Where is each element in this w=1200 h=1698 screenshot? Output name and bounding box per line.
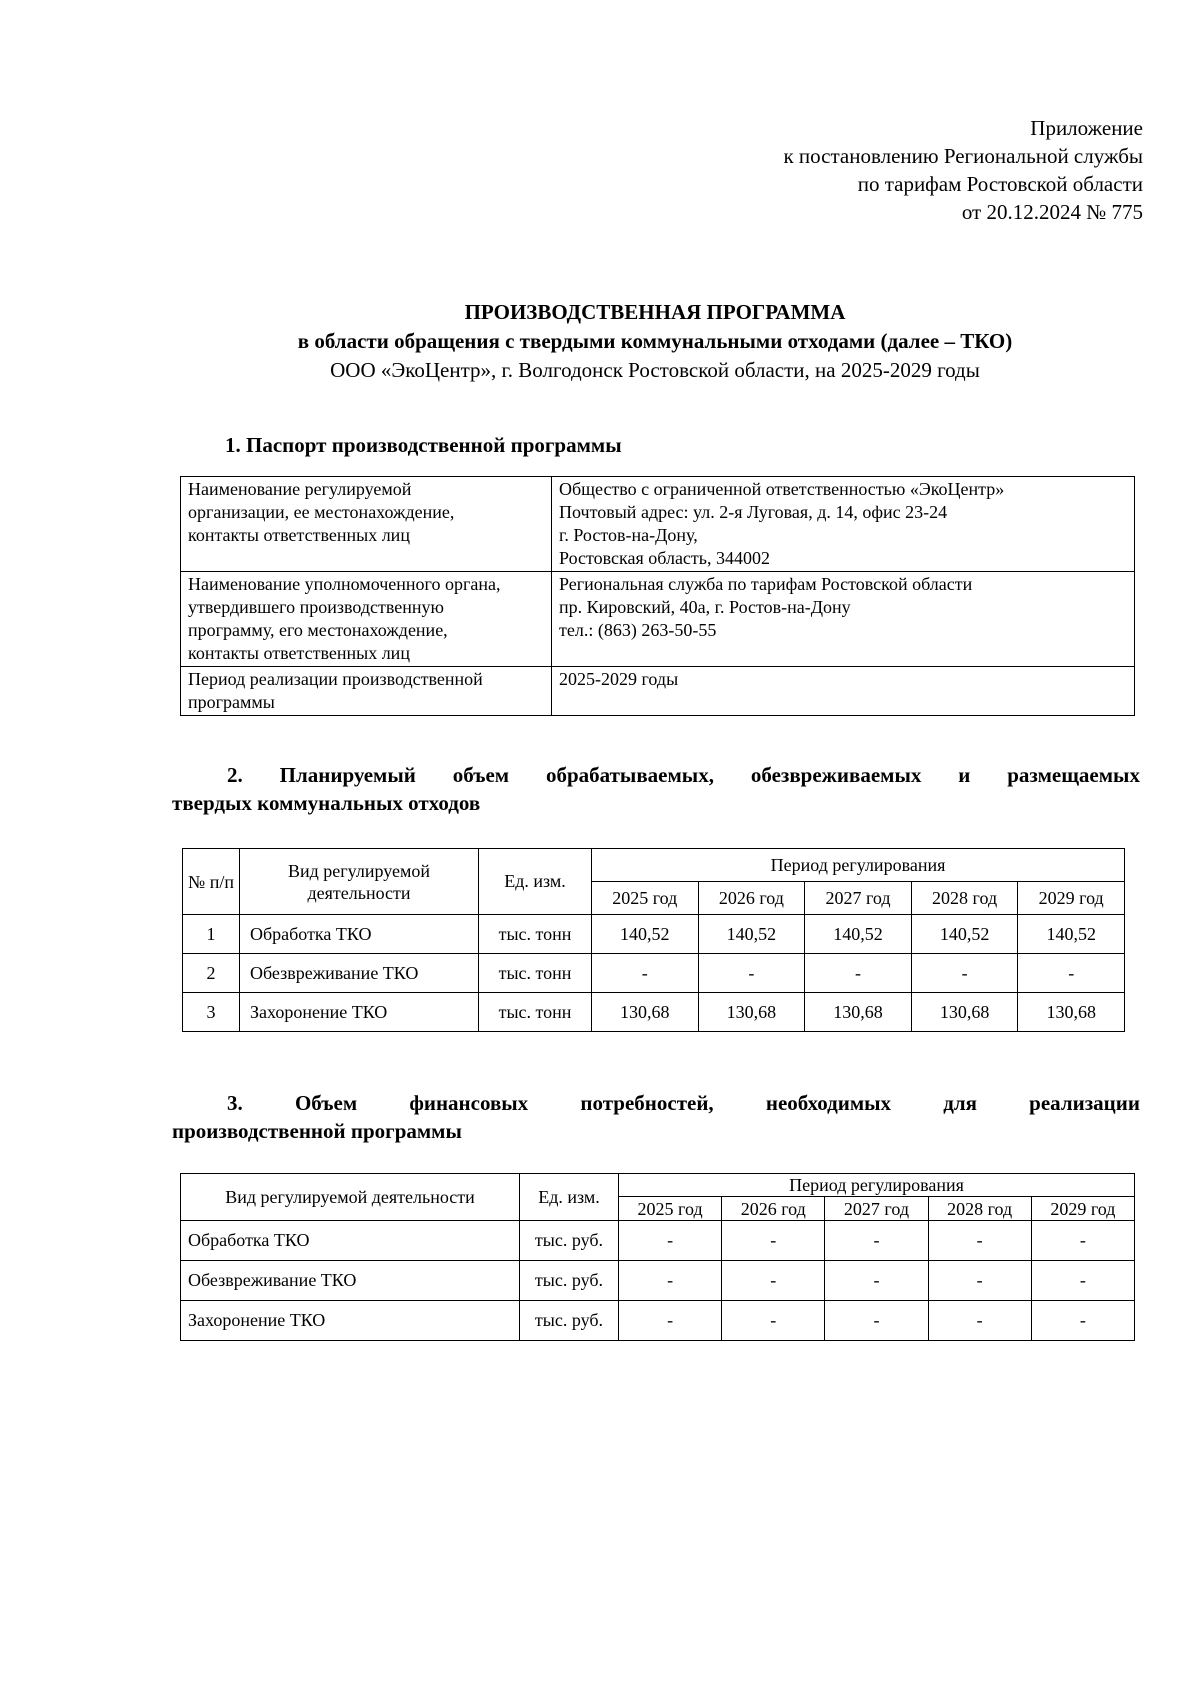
header-unit: Ед. изм. bbox=[479, 849, 592, 915]
row-value: - bbox=[928, 1221, 1031, 1261]
row-value: - bbox=[911, 954, 1018, 993]
row-activity: Обезвреживание ТКО bbox=[181, 1261, 520, 1301]
cell-line: Наименование регулируемой bbox=[188, 479, 412, 499]
header-year: 2029 год bbox=[1018, 882, 1125, 915]
row-activity: Обезвреживание ТКО bbox=[240, 954, 479, 993]
header-year: 2028 год bbox=[911, 882, 1018, 915]
heading-word: потребностей, bbox=[580, 1091, 714, 1115]
cell-line: Наименование уполномоченного органа, bbox=[188, 574, 501, 594]
section-2-heading bbox=[172, 761, 1140, 817]
row-value: 140,52 bbox=[805, 915, 912, 954]
row-unit: тыс. руб. bbox=[520, 1301, 619, 1341]
heading-word: Планируемый bbox=[279, 763, 416, 787]
header-year: 2026 год bbox=[722, 1197, 825, 1221]
table-row bbox=[181, 572, 1135, 667]
row-unit: тыс. тонн bbox=[479, 954, 592, 993]
row-activity: Обработка ТКО bbox=[240, 915, 479, 954]
table-header-row bbox=[181, 1174, 1135, 1197]
row-num: 3 bbox=[183, 993, 240, 1032]
heading-word: необходимых bbox=[765, 1091, 892, 1115]
header-year: 2027 год bbox=[805, 882, 912, 915]
cell-line: программы bbox=[188, 692, 275, 712]
heading-line-1 bbox=[172, 1089, 1140, 1117]
row-value: 140,52 bbox=[592, 915, 699, 954]
row-value: - bbox=[698, 954, 805, 993]
row-value: 140,52 bbox=[911, 915, 1018, 954]
row-value: - bbox=[825, 1221, 928, 1261]
row-value: - bbox=[722, 1301, 825, 1341]
heading-word: 3. bbox=[227, 1091, 243, 1115]
cell-line: Период реализации производственной bbox=[188, 669, 483, 689]
appendix-header bbox=[543, 114, 1143, 226]
row-activity: Захоронение ТКО bbox=[181, 1301, 520, 1341]
row-value: - bbox=[928, 1261, 1031, 1301]
table-row bbox=[181, 1261, 1135, 1301]
table-row bbox=[183, 954, 1125, 993]
row-value: - bbox=[928, 1301, 1031, 1341]
cell-line: 2025-2029 годы bbox=[559, 669, 679, 689]
row-unit: тыс. руб. bbox=[520, 1221, 619, 1261]
appendix-line: к постановлению Региональной службы bbox=[783, 144, 1143, 168]
header-year: 2025 год bbox=[619, 1197, 722, 1221]
heading-word: обезвреживаемых bbox=[750, 763, 922, 787]
heading-word: объем bbox=[452, 763, 510, 787]
header-period: Период регулирования bbox=[619, 1174, 1135, 1197]
cell-line: г. Ростов-на-Дону, bbox=[559, 525, 698, 545]
heading-word: 2. bbox=[227, 763, 243, 787]
header-period: Период регулирования bbox=[592, 849, 1125, 882]
heading-word: обрабатываемых, bbox=[545, 763, 714, 787]
passport-table bbox=[180, 476, 1135, 716]
passport-label-cell bbox=[181, 667, 552, 716]
row-value: - bbox=[722, 1221, 825, 1261]
appendix-line: по тарифам Ростовской области bbox=[857, 172, 1143, 196]
passport-value-cell bbox=[552, 477, 1135, 572]
section-1-heading: 1. Паспорт производственной программы bbox=[225, 433, 622, 457]
row-value: - bbox=[825, 1301, 928, 1341]
row-unit: тыс. руб. bbox=[520, 1261, 619, 1301]
header-year: 2028 год bbox=[928, 1197, 1031, 1221]
finance-table bbox=[180, 1173, 1135, 1341]
header-year: 2026 год bbox=[698, 882, 805, 915]
row-value: - bbox=[722, 1261, 825, 1301]
row-value: - bbox=[592, 954, 699, 993]
row-value: - bbox=[619, 1261, 722, 1301]
row-num: 2 bbox=[183, 954, 240, 993]
cell-line: программу, его местонахождение, bbox=[188, 620, 448, 640]
row-value: - bbox=[805, 954, 912, 993]
header-activity: Вид регулируемой деятельности bbox=[181, 1174, 520, 1221]
row-value: 140,52 bbox=[1018, 915, 1125, 954]
table-row bbox=[183, 915, 1125, 954]
row-value: - bbox=[619, 1301, 722, 1341]
heading-word: финансовых bbox=[409, 1091, 529, 1115]
cell-line: тел.: (863) 263-50-55 bbox=[559, 620, 717, 640]
table-row bbox=[181, 477, 1135, 572]
table-header-row bbox=[183, 849, 1125, 882]
cell-line: Региональная служба по тарифам Ростовской области bbox=[559, 574, 973, 594]
volume-table bbox=[182, 848, 1125, 1032]
heading-word: реализации bbox=[1029, 1091, 1140, 1115]
row-value: 130,68 bbox=[698, 993, 805, 1032]
row-activity: Обработка ТКО bbox=[181, 1221, 520, 1261]
row-value: - bbox=[1018, 954, 1125, 993]
appendix-line: Приложение bbox=[1030, 116, 1143, 140]
heading-word: размещаемых bbox=[1007, 763, 1140, 787]
passport-label-cell bbox=[181, 572, 552, 667]
appendix-line: от 20.12.2024 № 775 bbox=[961, 200, 1143, 224]
table-row bbox=[181, 1301, 1135, 1341]
heading-word: Объем bbox=[294, 1091, 358, 1115]
row-value: - bbox=[1031, 1221, 1134, 1261]
cell-line: утвердившего производственную bbox=[188, 597, 444, 617]
cell-line: Общество с ограниченной ответственностью «ЭкоЦентр» bbox=[559, 479, 1005, 499]
heading-word: для bbox=[943, 1091, 977, 1115]
table-row bbox=[181, 1221, 1135, 1261]
cell-line: организации, ее местонахождение, bbox=[188, 502, 455, 522]
title-line-2: в области обращения с твердыми коммунальными отходами (далее – ТКО) bbox=[297, 329, 1013, 353]
row-unit: тыс. тонн bbox=[479, 915, 592, 954]
title-line-1: ПРОИЗВОДСТВЕННАЯ ПРОГРАММА bbox=[464, 300, 846, 324]
passport-label-cell bbox=[181, 477, 552, 572]
header-year: 2027 год bbox=[825, 1197, 928, 1221]
table-row bbox=[183, 993, 1125, 1032]
row-value: 140,52 bbox=[698, 915, 805, 954]
row-value: 130,68 bbox=[805, 993, 912, 1032]
row-num: 1 bbox=[183, 915, 240, 954]
heading-line-1 bbox=[172, 761, 1140, 789]
cell-line: пр. Кировский, 40а, г. Ростов-на-Дону bbox=[559, 597, 851, 617]
passport-value-cell bbox=[552, 667, 1135, 716]
cell-line: Ростовская область, 344002 bbox=[559, 548, 770, 568]
row-value: - bbox=[1031, 1301, 1134, 1341]
section-3-heading bbox=[172, 1089, 1140, 1145]
row-value: 130,68 bbox=[1018, 993, 1125, 1032]
document-title bbox=[170, 298, 1140, 385]
table-row bbox=[181, 667, 1135, 716]
row-value: - bbox=[619, 1221, 722, 1261]
row-value: 130,68 bbox=[911, 993, 1018, 1032]
row-activity: Захоронение ТКО bbox=[240, 993, 479, 1032]
cell-line: контакты ответственных лиц bbox=[188, 643, 410, 663]
header-activity: Вид регулируемой деятельности bbox=[240, 849, 479, 915]
header-unit: Ед. изм. bbox=[520, 1174, 619, 1221]
passport-value-cell bbox=[552, 572, 1135, 667]
header-year: 2029 год bbox=[1031, 1197, 1134, 1221]
heading-line-2: производственной программы bbox=[172, 1119, 462, 1143]
cell-line: Почтовый адрес: ул. 2-я Луговая, д. 14, офис 23-24 bbox=[559, 502, 948, 522]
row-value: - bbox=[1031, 1261, 1134, 1301]
title-line-3: ООО «ЭкоЦентр», г. Волгодонск Ростовской области, на 2025-2029 годы bbox=[330, 358, 980, 382]
cell-line: контакты ответственных лиц bbox=[188, 525, 410, 545]
header-num: № п/п bbox=[183, 849, 240, 915]
row-unit: тыс. тонн bbox=[479, 993, 592, 1032]
heading-word: и bbox=[958, 763, 971, 787]
row-value: - bbox=[825, 1261, 928, 1301]
heading-line-2: твердых коммунальных отходов bbox=[172, 791, 481, 815]
row-value: 130,68 bbox=[592, 993, 699, 1032]
header-year: 2025 год bbox=[592, 882, 699, 915]
